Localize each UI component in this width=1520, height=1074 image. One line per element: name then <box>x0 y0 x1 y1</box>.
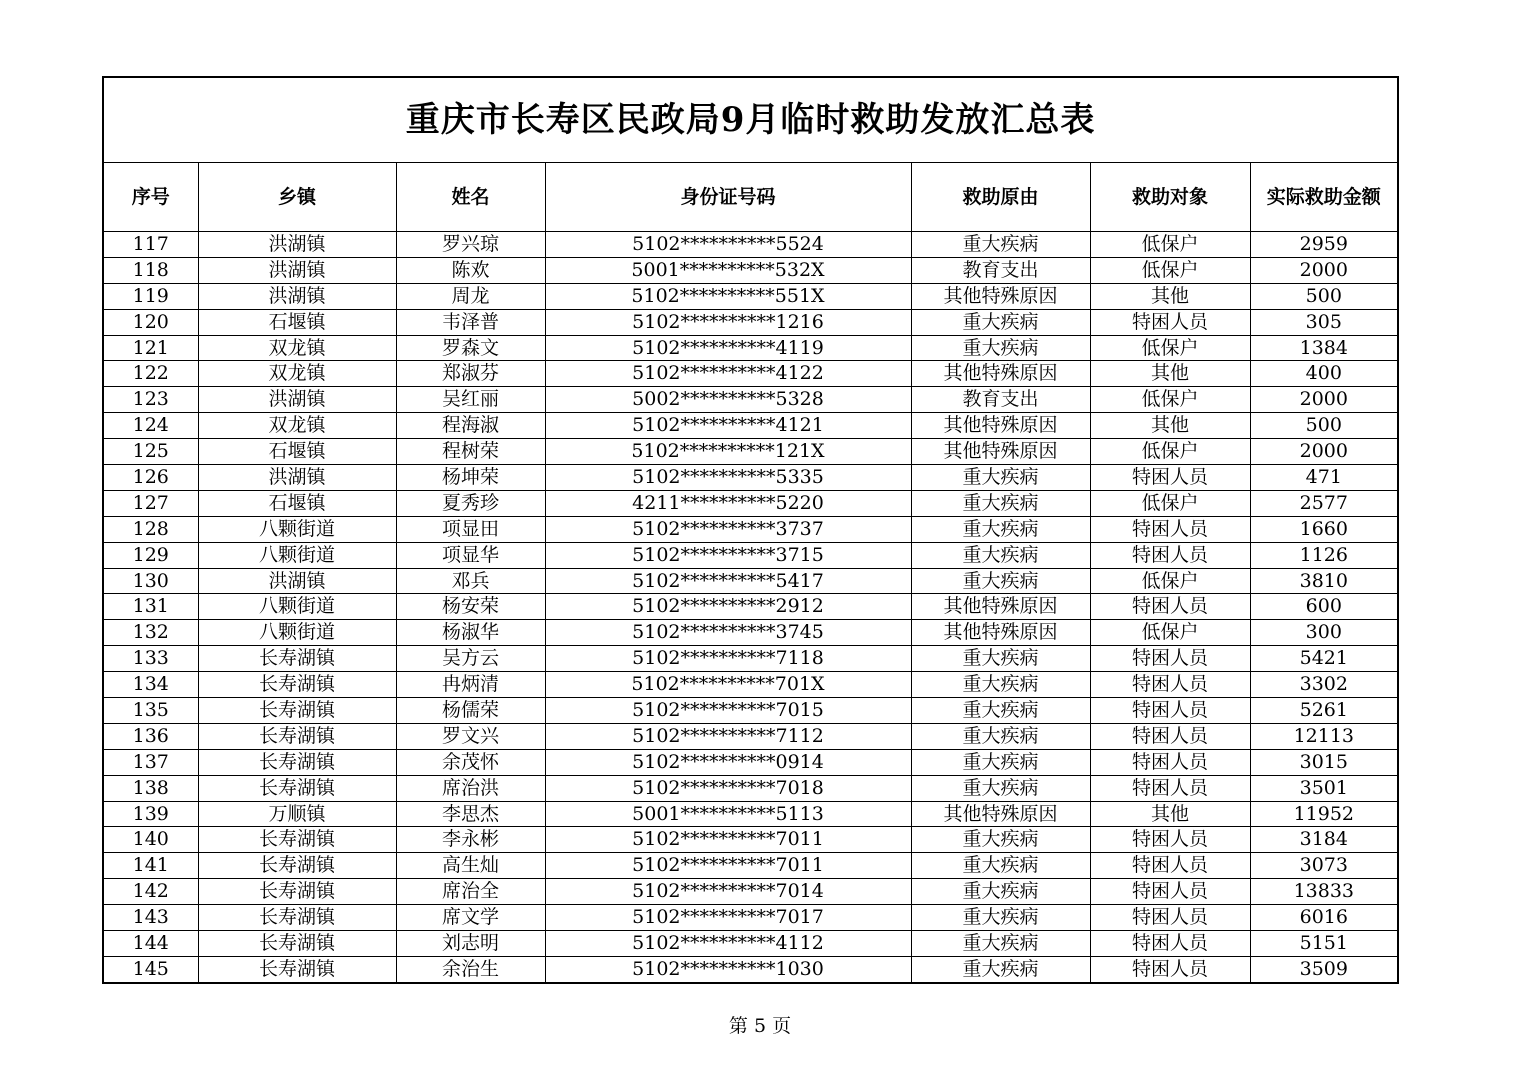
row-index-cell: 145 <box>103 956 198 982</box>
table-row <box>103 490 1398 516</box>
town-cell: 长寿湖镇 <box>198 931 396 957</box>
table-row <box>103 698 1398 724</box>
amount-cell: 500 <box>1250 413 1398 439</box>
recipient-type-cell: 特困人员 <box>1090 956 1250 982</box>
reason-cell: 其他特殊原因 <box>911 620 1090 646</box>
row-index-cell: 135 <box>103 698 198 724</box>
town-cell: 长寿湖镇 <box>198 905 396 931</box>
name-cell: 周龙 <box>396 283 545 309</box>
name-cell: 杨坤荣 <box>396 465 545 491</box>
id-number-cell: 5001**********532X <box>545 257 911 283</box>
town-cell: 洪湖镇 <box>198 232 396 258</box>
amount-cell: 1384 <box>1250 335 1398 361</box>
recipient-type-cell: 特困人员 <box>1090 594 1250 620</box>
table-row <box>103 361 1398 387</box>
reason-cell: 其他特殊原因 <box>911 801 1090 827</box>
town-cell: 洪湖镇 <box>198 387 396 413</box>
town-cell: 八颗街道 <box>198 542 396 568</box>
row-index-cell: 133 <box>103 646 198 672</box>
id-number-cell: 5102**********5524 <box>545 232 911 258</box>
amount-cell: 3810 <box>1250 568 1398 594</box>
row-index-cell: 144 <box>103 931 198 957</box>
table-row <box>103 931 1398 957</box>
name-cell: 杨儒荣 <box>396 698 545 724</box>
row-index-cell: 136 <box>103 723 198 749</box>
reason-cell: 重大疾病 <box>911 465 1090 491</box>
name-cell: 席文学 <box>396 905 545 931</box>
recipient-type-cell: 特困人员 <box>1090 723 1250 749</box>
reason-cell: 重大疾病 <box>911 853 1090 879</box>
name-cell: 李思杰 <box>396 801 545 827</box>
row-index-cell: 138 <box>103 775 198 801</box>
recipient-type-cell: 特困人员 <box>1090 309 1250 335</box>
id-number-cell: 5102**********2912 <box>545 594 911 620</box>
table-row <box>103 956 1398 982</box>
amount-cell: 5421 <box>1250 646 1398 672</box>
reason-cell: 重大疾病 <box>911 956 1090 982</box>
amount-cell: 2959 <box>1250 232 1398 258</box>
column-header-amount: 实际救助金额 <box>1250 163 1398 232</box>
page-number: 第 5 页 <box>728 1015 792 1037</box>
row-index-cell: 117 <box>103 232 198 258</box>
id-number-cell: 5001**********5113 <box>545 801 911 827</box>
town-cell: 长寿湖镇 <box>198 698 396 724</box>
recipient-type-cell: 特困人员 <box>1090 465 1250 491</box>
name-cell: 夏秀珍 <box>396 490 545 516</box>
reason-cell: 重大疾病 <box>911 672 1090 698</box>
amount-cell: 1660 <box>1250 516 1398 542</box>
reason-cell: 重大疾病 <box>911 335 1090 361</box>
table-row <box>103 749 1398 775</box>
town-cell: 长寿湖镇 <box>198 853 396 879</box>
recipient-type-cell: 低保户 <box>1090 620 1250 646</box>
name-cell: 项显田 <box>396 516 545 542</box>
name-cell: 程海淑 <box>396 413 545 439</box>
reason-cell: 重大疾病 <box>911 775 1090 801</box>
table-row <box>103 620 1398 646</box>
name-cell: 冉炳清 <box>396 672 545 698</box>
row-index-cell: 120 <box>103 309 198 335</box>
reason-cell: 重大疾病 <box>911 698 1090 724</box>
town-cell: 八颗街道 <box>198 620 396 646</box>
recipient-type-cell: 特困人员 <box>1090 749 1250 775</box>
row-index-cell: 137 <box>103 749 198 775</box>
row-index-cell: 122 <box>103 361 198 387</box>
amount-cell: 300 <box>1250 620 1398 646</box>
column-header-id-number: 身份证号码 <box>545 163 911 232</box>
row-index-cell: 127 <box>103 490 198 516</box>
reason-cell: 重大疾病 <box>911 879 1090 905</box>
name-cell: 杨淑华 <box>396 620 545 646</box>
name-cell: 杨安荣 <box>396 594 545 620</box>
recipient-type-cell: 特困人员 <box>1090 542 1250 568</box>
row-index-cell: 141 <box>103 853 198 879</box>
id-number-cell: 5102**********1030 <box>545 956 911 982</box>
recipient-type-cell: 低保户 <box>1090 335 1250 361</box>
amount-cell: 1126 <box>1250 542 1398 568</box>
town-cell: 长寿湖镇 <box>198 672 396 698</box>
id-number-cell: 5102**********5417 <box>545 568 911 594</box>
name-cell: 席治全 <box>396 879 545 905</box>
table-row <box>103 309 1398 335</box>
id-number-cell: 5102**********0914 <box>545 749 911 775</box>
recipient-type-cell: 低保户 <box>1090 490 1250 516</box>
table-row <box>103 335 1398 361</box>
town-cell: 双龙镇 <box>198 413 396 439</box>
id-number-cell: 5102**********4121 <box>545 413 911 439</box>
id-number-cell: 5102**********1216 <box>545 309 911 335</box>
table-row <box>103 568 1398 594</box>
table-row <box>103 439 1398 465</box>
name-cell: 余茂怀 <box>396 749 545 775</box>
row-index-cell: 132 <box>103 620 198 646</box>
recipient-type-cell: 特困人员 <box>1090 775 1250 801</box>
town-cell: 洪湖镇 <box>198 283 396 309</box>
recipient-type-cell: 其他 <box>1090 361 1250 387</box>
town-cell: 长寿湖镇 <box>198 749 396 775</box>
id-number-cell: 5102**********551X <box>545 283 911 309</box>
row-index-cell: 125 <box>103 439 198 465</box>
amount-cell: 400 <box>1250 361 1398 387</box>
id-number-cell: 5102**********4112 <box>545 931 911 957</box>
id-number-cell: 5102**********7011 <box>545 827 911 853</box>
name-cell: 席治洪 <box>396 775 545 801</box>
table-body <box>103 232 1398 983</box>
reason-cell: 重大疾病 <box>911 827 1090 853</box>
town-cell: 长寿湖镇 <box>198 827 396 853</box>
row-index-cell: 129 <box>103 542 198 568</box>
table-row <box>103 672 1398 698</box>
row-index-cell: 131 <box>103 594 198 620</box>
column-header-recipient-type: 救助对象 <box>1090 163 1250 232</box>
row-index-cell: 143 <box>103 905 198 931</box>
recipient-type-cell: 特困人员 <box>1090 905 1250 931</box>
column-header-index: 序号 <box>103 163 198 232</box>
amount-cell: 2577 <box>1250 490 1398 516</box>
town-cell: 洪湖镇 <box>198 568 396 594</box>
id-number-cell: 5102**********7112 <box>545 723 911 749</box>
reason-cell: 重大疾病 <box>911 646 1090 672</box>
table-row <box>103 413 1398 439</box>
table-row <box>103 905 1398 931</box>
id-number-cell: 5102**********3737 <box>545 516 911 542</box>
recipient-type-cell: 低保户 <box>1090 568 1250 594</box>
amount-cell: 3015 <box>1250 749 1398 775</box>
town-cell: 长寿湖镇 <box>198 723 396 749</box>
column-header-town: 乡镇 <box>198 163 396 232</box>
row-index-cell: 124 <box>103 413 198 439</box>
recipient-type-cell: 特困人员 <box>1090 853 1250 879</box>
amount-cell: 3501 <box>1250 775 1398 801</box>
row-index-cell: 119 <box>103 283 198 309</box>
town-cell: 八颗街道 <box>198 594 396 620</box>
id-number-cell: 5102**********4122 <box>545 361 911 387</box>
town-cell: 双龙镇 <box>198 335 396 361</box>
id-number-cell: 5102**********7015 <box>545 698 911 724</box>
reason-cell: 重大疾病 <box>911 542 1090 568</box>
name-cell: 刘志明 <box>396 931 545 957</box>
id-number-cell: 5102**********3715 <box>545 542 911 568</box>
row-index-cell: 134 <box>103 672 198 698</box>
row-index-cell: 121 <box>103 335 198 361</box>
amount-cell: 3509 <box>1250 956 1398 982</box>
row-index-cell: 142 <box>103 879 198 905</box>
table-row <box>103 827 1398 853</box>
recipient-type-cell: 特困人员 <box>1090 646 1250 672</box>
reason-cell: 其他特殊原因 <box>911 413 1090 439</box>
amount-cell: 600 <box>1250 594 1398 620</box>
recipient-type-cell: 其他 <box>1090 801 1250 827</box>
row-index-cell: 126 <box>103 465 198 491</box>
name-cell: 吴方云 <box>396 646 545 672</box>
reason-cell: 重大疾病 <box>911 905 1090 931</box>
reason-cell: 其他特殊原因 <box>911 283 1090 309</box>
id-number-cell: 5102**********4119 <box>545 335 911 361</box>
table-row <box>103 775 1398 801</box>
reason-cell: 其他特殊原因 <box>911 361 1090 387</box>
id-number-cell: 5102**********3745 <box>545 620 911 646</box>
town-cell: 石堰镇 <box>198 490 396 516</box>
amount-cell: 305 <box>1250 309 1398 335</box>
town-cell: 长寿湖镇 <box>198 956 396 982</box>
recipient-type-cell: 其他 <box>1090 283 1250 309</box>
recipient-type-cell: 低保户 <box>1090 387 1250 413</box>
recipient-type-cell: 其他 <box>1090 413 1250 439</box>
town-cell: 长寿湖镇 <box>198 879 396 905</box>
table-row <box>103 879 1398 905</box>
amount-cell: 3073 <box>1250 853 1398 879</box>
table-row <box>103 542 1398 568</box>
amount-cell: 5151 <box>1250 931 1398 957</box>
id-number-cell: 5102**********7017 <box>545 905 911 931</box>
name-cell: 余治生 <box>396 956 545 982</box>
table-row <box>103 257 1398 283</box>
town-cell: 长寿湖镇 <box>198 775 396 801</box>
amount-cell: 6016 <box>1250 905 1398 931</box>
row-index-cell: 139 <box>103 801 198 827</box>
amount-cell: 3302 <box>1250 672 1398 698</box>
town-cell: 长寿湖镇 <box>198 646 396 672</box>
amount-cell: 471 <box>1250 465 1398 491</box>
reason-cell: 重大疾病 <box>911 723 1090 749</box>
recipient-type-cell: 特困人员 <box>1090 879 1250 905</box>
town-cell: 八颗街道 <box>198 516 396 542</box>
recipient-type-cell: 特困人员 <box>1090 516 1250 542</box>
name-cell: 陈欢 <box>396 257 545 283</box>
recipient-type-cell: 特困人员 <box>1090 827 1250 853</box>
reason-cell: 重大疾病 <box>911 490 1090 516</box>
id-number-cell: 5102**********7011 <box>545 853 911 879</box>
id-number-cell: 5102**********7118 <box>545 646 911 672</box>
table-row <box>103 516 1398 542</box>
id-number-cell: 5102**********5335 <box>545 465 911 491</box>
id-number-cell: 5102**********121X <box>545 439 911 465</box>
column-header-name: 姓名 <box>396 163 545 232</box>
document-title: 重庆市长寿区民政局9月临时救助发放汇总表 <box>103 77 1398 163</box>
recipient-type-cell: 特困人员 <box>1090 698 1250 724</box>
table-row <box>103 387 1398 413</box>
reason-cell: 重大疾病 <box>911 232 1090 258</box>
id-number-cell: 5102**********701X <box>545 672 911 698</box>
amount-cell: 12113 <box>1250 723 1398 749</box>
amount-cell: 2000 <box>1250 387 1398 413</box>
name-cell: 程树荣 <box>396 439 545 465</box>
table-row <box>103 232 1398 258</box>
name-cell: 吴红丽 <box>396 387 545 413</box>
id-number-cell: 5002**********5328 <box>545 387 911 413</box>
reason-cell: 教育支出 <box>911 257 1090 283</box>
recipient-type-cell: 特困人员 <box>1090 931 1250 957</box>
name-cell: 邓兵 <box>396 568 545 594</box>
name-cell: 项显华 <box>396 542 545 568</box>
amount-cell: 11952 <box>1250 801 1398 827</box>
amount-cell: 5261 <box>1250 698 1398 724</box>
town-cell: 洪湖镇 <box>198 465 396 491</box>
name-cell: 罗文兴 <box>396 723 545 749</box>
town-cell: 石堰镇 <box>198 439 396 465</box>
reason-cell: 其他特殊原因 <box>911 439 1090 465</box>
table-row <box>103 594 1398 620</box>
town-cell: 双龙镇 <box>198 361 396 387</box>
recipient-type-cell: 低保户 <box>1090 257 1250 283</box>
reason-cell: 重大疾病 <box>911 568 1090 594</box>
column-header-reason: 救助原由 <box>911 163 1090 232</box>
reason-cell: 重大疾病 <box>911 749 1090 775</box>
name-cell: 郑淑芬 <box>396 361 545 387</box>
table-row <box>103 465 1398 491</box>
amount-cell: 3184 <box>1250 827 1398 853</box>
table-row <box>103 723 1398 749</box>
amount-cell: 2000 <box>1250 257 1398 283</box>
id-number-cell: 5102**********7018 <box>545 775 911 801</box>
amount-cell: 2000 <box>1250 439 1398 465</box>
recipient-type-cell: 低保户 <box>1090 439 1250 465</box>
id-number-cell: 5102**********7014 <box>545 879 911 905</box>
name-cell: 罗森文 <box>396 335 545 361</box>
town-cell: 洪湖镇 <box>198 257 396 283</box>
name-cell: 韦泽普 <box>396 309 545 335</box>
table-row <box>103 646 1398 672</box>
row-index-cell: 130 <box>103 568 198 594</box>
reason-cell: 重大疾病 <box>911 931 1090 957</box>
recipient-type-cell: 特困人员 <box>1090 672 1250 698</box>
row-index-cell: 123 <box>103 387 198 413</box>
table-row <box>103 853 1398 879</box>
name-cell: 罗兴琼 <box>396 232 545 258</box>
amount-cell: 500 <box>1250 283 1398 309</box>
town-cell: 万顺镇 <box>198 801 396 827</box>
relief-summary-table <box>102 76 1399 984</box>
table-row <box>103 283 1398 309</box>
reason-cell: 教育支出 <box>911 387 1090 413</box>
row-index-cell: 118 <box>103 257 198 283</box>
recipient-type-cell: 低保户 <box>1090 232 1250 258</box>
name-cell: 李永彬 <box>396 827 545 853</box>
town-cell: 石堰镇 <box>198 309 396 335</box>
amount-cell: 13833 <box>1250 879 1398 905</box>
reason-cell: 重大疾病 <box>911 309 1090 335</box>
name-cell: 高生灿 <box>396 853 545 879</box>
table-row <box>103 801 1398 827</box>
row-index-cell: 128 <box>103 516 198 542</box>
header-row <box>103 163 1398 232</box>
reason-cell: 重大疾病 <box>911 516 1090 542</box>
id-number-cell: 4211**********5220 <box>545 490 911 516</box>
row-index-cell: 140 <box>103 827 198 853</box>
reason-cell: 其他特殊原因 <box>911 594 1090 620</box>
